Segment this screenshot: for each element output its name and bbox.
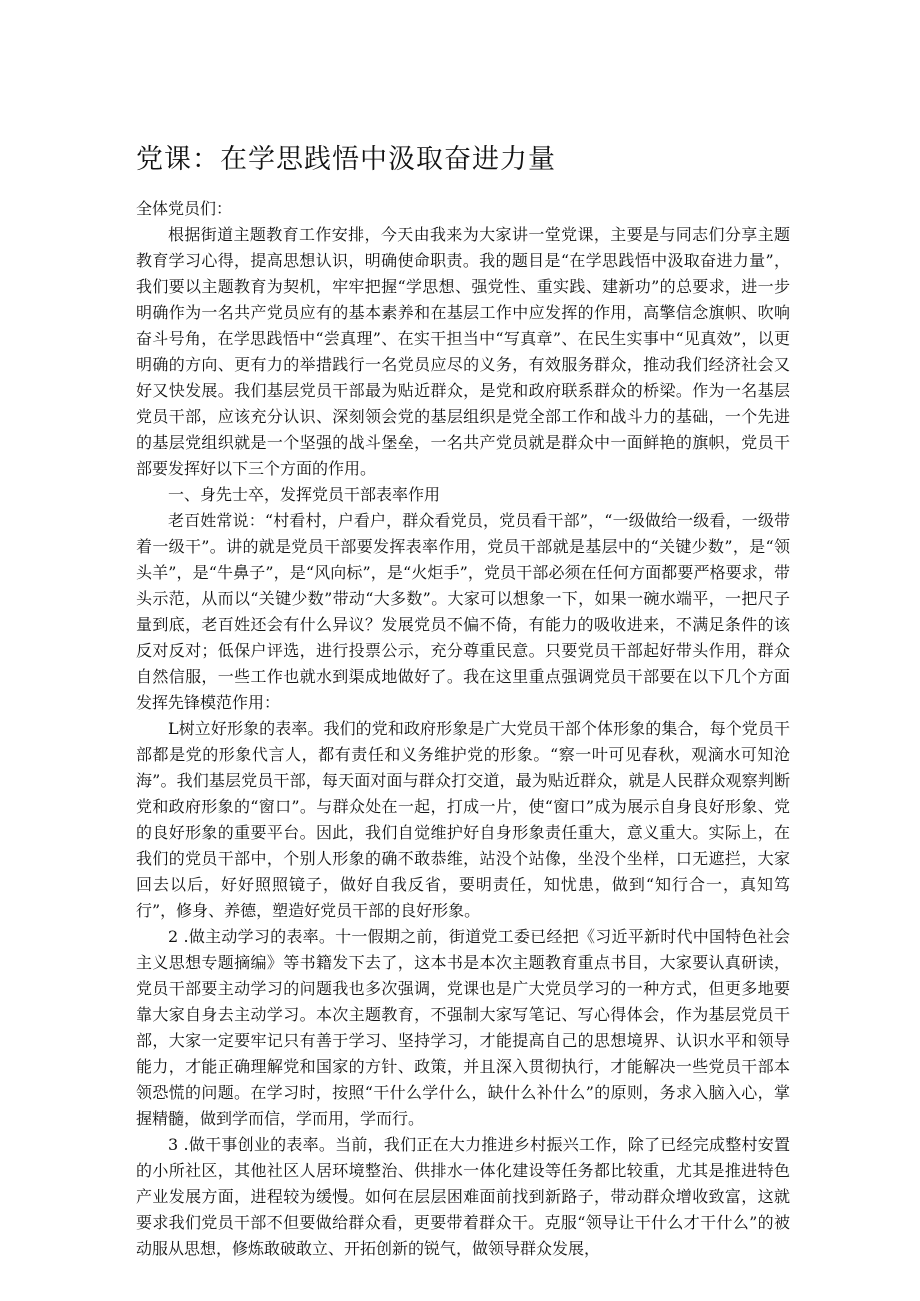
- page-title: 党课：在学思践悟中汲取奋进力量: [136, 144, 556, 175]
- salutation: 全体党员们：: [136, 199, 233, 218]
- paragraph-section-1: 老百姓常说：“村看村，户看户，群众看党员，党员看干部”，“一级做给一级看，一级带着一级干”。讲的就是党员干部要发挥表率作用，党员干部就是基层中的“关键少数”，是“领头羊”，是“牛鼻子”，是“风向标”，是“火炬手”，党员干部必须在任何方面都要严格要求，带头示范，从而以“关键少数”带动“大多数”。大家可以想象一下，如果一碗水端平，一把尺子量到底，老百姓还会有什么异议？发展党员不偏不倚，有能力的吸收进来，不满足条件的该反对反对；低保户评选，进行投票公示，充分尊重民意。只要党员干部起好带头作用，群众自然信服，一些工作也就水到渠成地做好了。我在这里重点强调党员干部要在以下几个方面发挥先锋模范作用：: [136, 511, 790, 712]
- section-heading-1: 一、身先士卒，发挥党员干部表率作用: [168, 485, 441, 504]
- paragraph-item-3: 3 .做干事创业的表率。当前，我们正在大力推进乡村振兴工作，除了已经完成整村安置的小所社区，其他社区人居环境整治、供排水一体化建设等任务都比较重，尤其是推进特色产业发展方面，进程较为缓慢。如何在层层困难面前找到新路子，带动群众增收致富，这就要求我们党员干部不但要做给群众看，更要带着群众干。克服“领导让干什么才干什么”的被动服从思想，修炼敢破敢立、开拓创新的锐气，做领导群众发展，: [136, 1135, 790, 1258]
- paragraph-intro: 根据街道主题教育工作安排，今天由我来为大家讲一堂党课，主要是与同志们分享主题教育学习心得，提高思想认识，明确使命职责。我的题目是“在学思践悟中汲取奋进力量”，我们要以主题教育为契机，牢牢把握“学思想、强党性、重实践、建新功”的总要求，进一步明确作为一名共产党员应有的基本素养和在基层工作中应发挥的作用，高擎信念旗帜、吹响奋斗号角，在学思践悟中“尝真理”、在实干担当中“写真章”、在民生实事中“见真效”，以更明确的方向、更有力的举措践行一名党员应尽的义务，有效服务群众，推动我们经济社会又好又快发展。我们基层党员干部最为贴近群众，是党和政府联系群众的桥梁。作为一名基层党员干部，应该充分认识、深刻领会党的基层组织是党全部工作和战斗力的基础，一个先进的基层党组织就是一个坚强的战斗堡垒，一名共产党员就是群众中一面鲜艳的旗帜，党员干部要发挥好以下三个方面的作用。: [136, 225, 790, 478]
- paragraph-item-2: 2 .做主动学习的表率。十一假期之前，街道党工委已经把《习近平新时代中国特色社会主义思想专题摘编》等书籍发下去了，这本书是本次主题教育重点书目，大家要认真研读，党员干部要主动学习的问题我也多次强调，党课也是广大党员学习的一种方式，但更多地要靠大家自身去主动学习。本次主题教育，不强制大家写笔记、写心得体会，作为基层党员干部，大家一定要牢记只有善于学习、坚持学习，才能提高自己的思想境界、认识水平和领导能力，才能正确理解党和国家的方针、政策，并且深入贯彻执行，才能解决一些党员干部本领恐慌的问题。在学习时，按照“干什么学什么，缺什么补什么”的原则，务求入脑入心，掌握精髓，做到学而信，学而用，学而行。: [136, 927, 790, 1128]
- paragraph-item-1: L树立好形象的表率。我们的党和政府形象是广大党员干部个体形象的集合，每个党员干部都是党的形象代言人，都有责任和义务维护党的形象。“察一叶可见春秋，观滴水可知沧海”。我们基层党员干部，每天面对面与群众打交道，最为贴近群众，就是人民群众观察判断党和政府形象的“窗口”。与群众处在一起，打成一片，使“窗口”成为展示自身良好形象、党的良好形象的重要平台。因此，我们自觉维护好自身形象责任重大，意义重大。实际上，在我们的党员干部中，个别人形象的确不敢恭维，站没个站像，坐没个坐样，口无遮拦，大家回去以后，好好照照镜子，做好自我反省，要明责任，知忧患，做到“知行合一，真知笃行”，修身、养德，塑造好党员干部的良好形象。: [136, 719, 790, 920]
- document-body: [136, 196, 790, 1262]
